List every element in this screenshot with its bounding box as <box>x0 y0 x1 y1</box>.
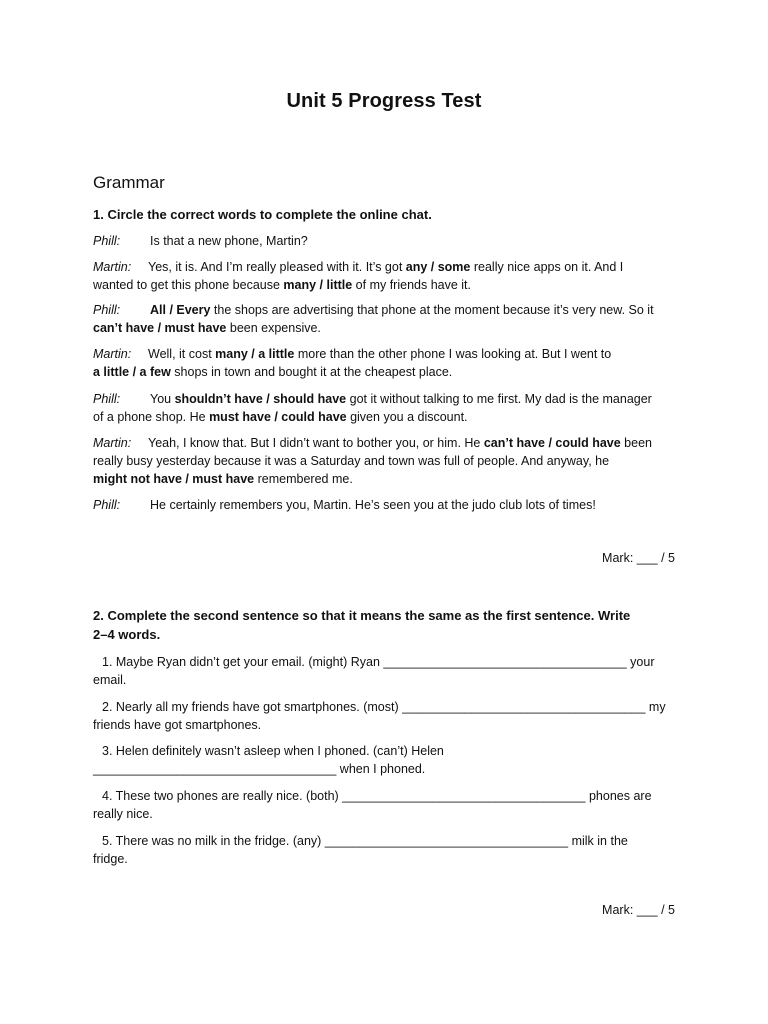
chat-text: of my friends have it. <box>352 278 472 292</box>
question-2-heading-line: 2. Complete the second sentence so that it means the same as the first sentence. Write <box>93 608 631 623</box>
question-2-mark: Mark: ___ / 5 <box>602 903 675 917</box>
question-2-heading <box>93 606 683 644</box>
section-heading: Grammar <box>93 173 165 192</box>
chat-line-2 <box>93 258 683 294</box>
speaker-label: Phill: <box>93 234 121 248</box>
item-line: 4. These two phones are really nice. (both) ___________________________________ phones are <box>102 789 652 803</box>
page-title: Unit 5 Progress Test <box>286 90 482 112</box>
speaker-label: Martin: <box>93 347 132 361</box>
speaker-label: Phill: <box>93 303 121 317</box>
rewrite-item-3 <box>93 742 683 778</box>
speaker-label: Phill: <box>93 498 121 512</box>
chat-text: been expensive. <box>226 321 321 335</box>
answer-choice[interactable]: must have / could have <box>209 410 347 424</box>
answer-choice[interactable]: many / little <box>283 278 353 292</box>
chat-text: more than the other phone I was looking at. But I went to <box>294 347 612 361</box>
answer-choice[interactable]: might not have / must have <box>93 472 255 486</box>
item-line: 5. There was no milk in the fridge. (any) ___________________________________ milk in the <box>102 834 628 848</box>
rewrite-item-1 <box>93 653 683 689</box>
item-line: friends have got smartphones. <box>93 718 262 732</box>
chat-line-3 <box>93 301 683 337</box>
chat-text: Yeah, I know that. But I didn’t want to bother you, or him. He <box>148 436 484 450</box>
chat-text: really busy yesterday because it was a Saturday and town was full of people. And anyway, he <box>93 454 610 468</box>
question-1-mark: Mark: ___ / 5 <box>602 551 675 565</box>
item-line: really nice. <box>93 807 153 821</box>
chat-text: given you a discount. <box>346 410 468 424</box>
chat-text: Well, it cost <box>148 347 216 361</box>
answer-choice[interactable]: any / some <box>405 260 471 274</box>
item-line: 2. Nearly all my friends have got smartphones. (most) ___________________________________ my <box>102 700 666 714</box>
answer-choice[interactable]: many / a little <box>215 347 295 361</box>
item-line: fridge. <box>93 852 128 866</box>
chat-text: got it without talking to me first. My dad is the manager <box>346 392 652 406</box>
chat-text: remembered me. <box>254 472 353 486</box>
chat-text: wanted to get this phone because <box>93 278 284 292</box>
answer-choice[interactable]: can’t have / could have <box>483 436 621 450</box>
item-line: email. <box>93 673 127 687</box>
chat-line-4 <box>93 345 683 381</box>
item-line: ___________________________________ when I phoned. <box>93 762 426 776</box>
chat-text: of a phone shop. He <box>93 410 210 424</box>
chat-line-1 <box>93 232 683 250</box>
chat-text: Is that a new phone, Martin? <box>150 234 308 248</box>
chat-line-7 <box>93 496 683 514</box>
chat-line-6 <box>93 434 683 488</box>
question-1-heading: 1. Circle the correct words to complete the online chat. <box>93 207 432 222</box>
item-line: 3. Helen definitely wasn’t asleep when I phoned. (can’t) Helen <box>102 744 444 758</box>
chat-line-5 <box>93 390 683 426</box>
item-line: 1. Maybe Ryan didn’t get your email. (might) Ryan ___________________________________ your <box>102 655 655 669</box>
chat-text: Yes, it is. And I’m really pleased with it. It’s got <box>148 260 406 274</box>
chat-text: You <box>150 392 175 406</box>
speaker-label: Phill: <box>93 392 121 406</box>
speaker-label: Martin: <box>93 436 132 450</box>
answer-choice[interactable]: a little / a few <box>93 365 171 379</box>
rewrite-item-4 <box>93 787 683 823</box>
chat-text: He certainly remembers you, Martin. He’s seen you at the judo club lots of times! <box>150 498 596 512</box>
chat-text: shops in town and bought it at the cheapest place. <box>170 365 453 379</box>
rewrite-item-2 <box>93 698 683 734</box>
answer-choice[interactable]: shouldn’t have / should have <box>174 392 347 406</box>
answer-choice[interactable]: can’t have / must have <box>93 321 227 335</box>
chat-text: been <box>620 436 652 450</box>
rewrite-item-5 <box>93 832 683 868</box>
question-2-heading-line: 2–4 words. <box>93 627 161 642</box>
chat-text: really nice apps on it. And I <box>470 260 624 274</box>
speaker-label: Martin: <box>93 260 132 274</box>
answer-choice[interactable]: All / Every <box>150 303 211 317</box>
chat-text: the shops are advertising that phone at the moment because it’s very new. So it <box>210 303 654 317</box>
